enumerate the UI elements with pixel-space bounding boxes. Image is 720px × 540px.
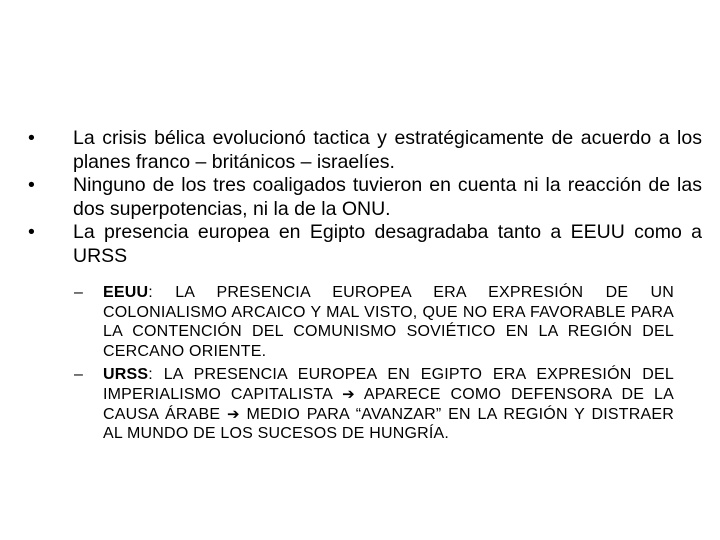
bullet-marker: •	[28, 221, 35, 243]
sub-item-text: : LA PRESENCIA EUROPEA EN EGIPTO ERA EXPRESIÓN DEL IMPERIALISMO CAPITALISTA	[103, 366, 674, 403]
sub-item-urss	[74, 365, 674, 443]
sub-list	[74, 283, 674, 444]
sub-item-text: : LA PRESENCIA EUROPEA ERA EXPRESIÓN DE UN COLONIALISMO ARCAICO Y MAL VISTO, QUE NO ERA FAVORABLE PARA LA CONTENCIÓN DEL COMUNISMO SOVIÉTICO EN LA REGIÓN DEL CERCANO ORIENTE.	[103, 284, 674, 360]
sub-item-text: APARECE COMO DEFENSORA DE LA CAUSA ÁRABE	[103, 385, 674, 423]
right-arrow-icon: ➔	[342, 385, 355, 403]
dash-marker: –	[74, 366, 84, 384]
sub-item-label: EEUU	[103, 284, 149, 301]
bullet-text: La presencia europea en Egipto desagradaba tanto a EEUU como a URSS	[73, 221, 702, 267]
sub-item-text: MEDIO PARA “AVANZAR” EN LA REGIÓN Y DISTRAER AL MUNDO DE LOS SUCESOS DE HUNGRÍA.	[103, 405, 674, 443]
bullet-item	[28, 221, 702, 268]
bullet-marker: •	[28, 174, 35, 196]
bullet-text: Ninguno de los tres coaligados tuvieron en cuenta ni la reacción de las dos superpotencias, ni la de la ONU.	[73, 174, 702, 220]
bullet-item	[28, 127, 702, 174]
bullet-marker: •	[28, 127, 35, 149]
bullet-text: La crisis bélica evolucionó tactica y estratégicamente de acuerdo a los planes franco – británicos – israelíes.	[73, 127, 702, 173]
dash-marker: –	[74, 284, 84, 301]
sub-item-eeuu	[74, 283, 674, 361]
right-arrow-icon: ➔	[226, 405, 240, 423]
bullet-list	[28, 127, 702, 268]
sub-item-label: URSS	[103, 366, 149, 384]
bullet-item	[28, 174, 702, 221]
